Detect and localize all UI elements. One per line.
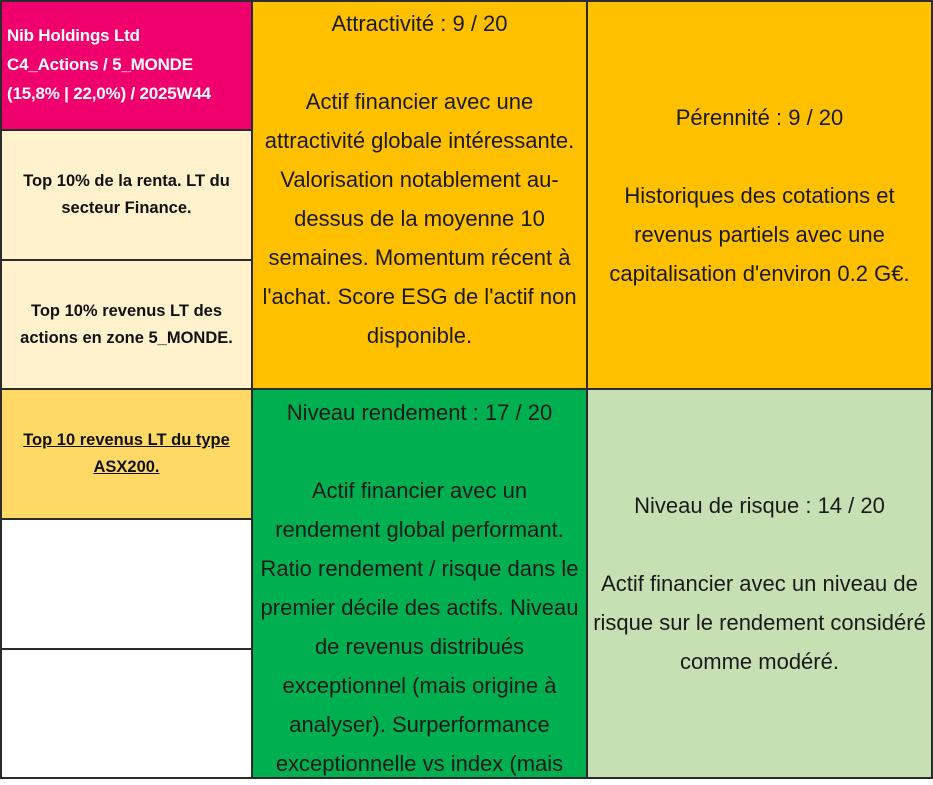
rendement-title: Niveau rendement : 17 / 20 [286, 400, 553, 425]
attractivite-title: Attractivité : 9 / 20 [331, 11, 508, 36]
asset-category: C4_Actions / 5_MONDE [7, 55, 193, 74]
risque-text: Actif financier avec un niveau de risque sur le rendement considéré comme modéré. [593, 571, 926, 674]
risque-cell [588, 390, 933, 779]
highlight-sector-cell [0, 131, 253, 261]
highlight-sector: Top 10% de la renta. LT du secteur Finance. [23, 172, 230, 217]
asset-stats: (15,8% | 22,0%) / 2025W44 [7, 84, 211, 103]
rendement-cell [253, 390, 588, 779]
asset-name: Nib Holdings Ltd [7, 26, 140, 45]
rendement-text: Actif financier avec un rendement global performant. Ratio rendement / risque dans le premier décile des actifs. Niveau de revenus distribués exceptionnel (mais origine à analyser). Surperformance exceptionnelle vs index (mais [260, 478, 579, 776]
perennite-title: Pérennité : 9 / 20 [675, 104, 844, 130]
risque-title: Niveau de risque : 14 / 20 [634, 493, 885, 518]
highlight-index: Top 10 revenus LT du type ASX200. [23, 431, 230, 476]
attractivite-cell [253, 0, 588, 390]
perennite-cell [588, 0, 933, 390]
empty-cell-1 [0, 520, 253, 650]
empty-cell-2 [0, 650, 253, 779]
attractivite-text: Actif financier avec une attractivité globale intéressante. Valorisation notablement au-dessus de la moyenne 10 semaines. Momentum récent à l'achat. Score ESG de l'actif non disponible. [262, 89, 577, 348]
perennite-text: Historiques des cotations et revenus partiels avec une capitalisation d'environ 0.2 G€. [609, 182, 910, 286]
highlight-index-cell [0, 390, 253, 520]
highlight-zone-cell [0, 261, 253, 390]
highlight-zone: Top 10% revenus LT des actions en zone 5_MONDE. [20, 301, 233, 347]
asset-title-cell [0, 0, 253, 131]
